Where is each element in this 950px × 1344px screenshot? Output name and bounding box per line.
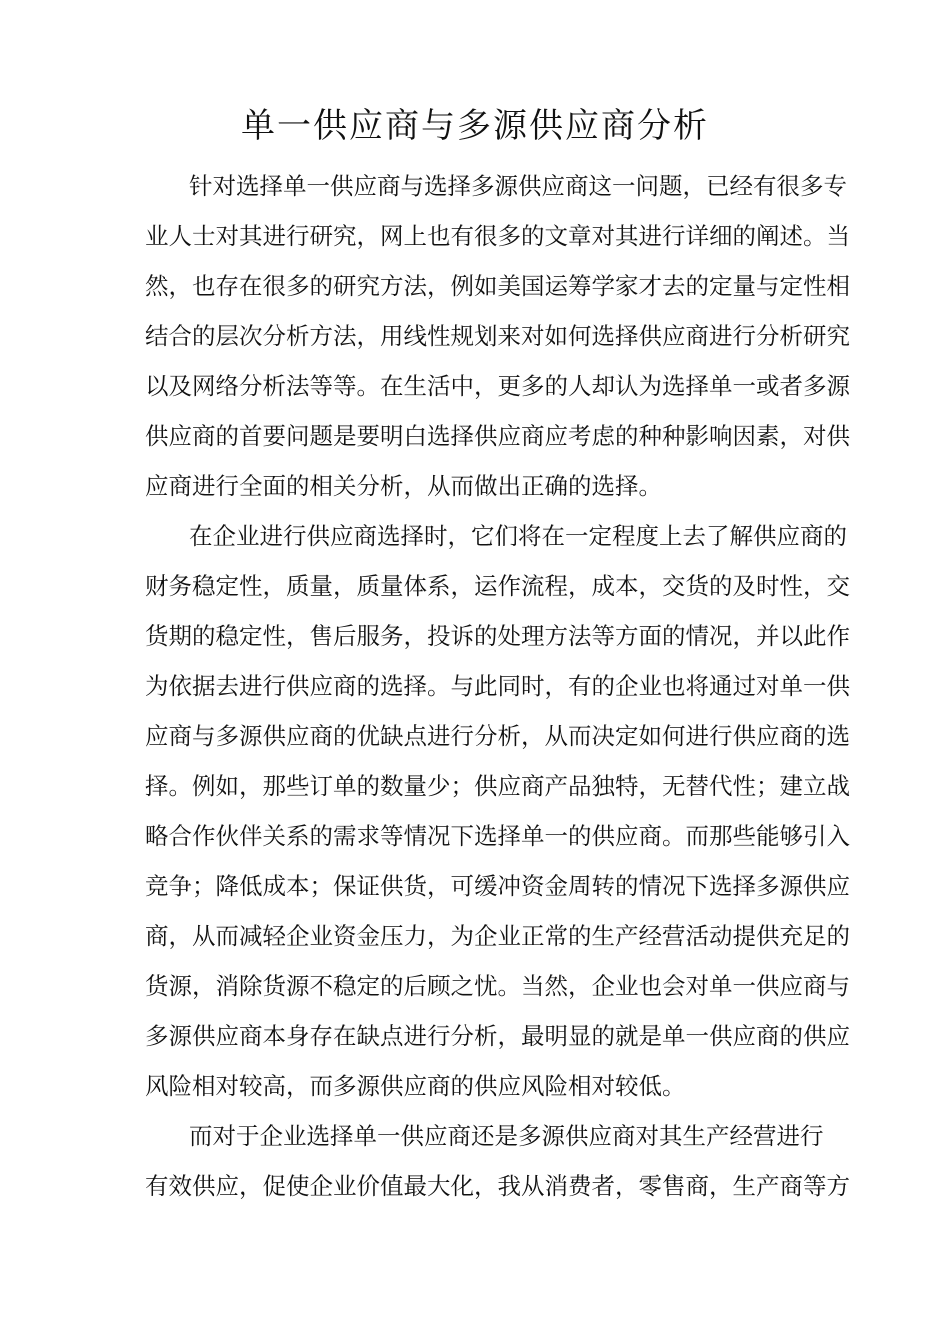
paragraph-2-line-4: 为依据去进行供应商的选择。与此同时，有的企业也将通过对单一供 [145, 672, 850, 700]
paragraph-2-line-5: 应商与多源供应商的优缺点进行分析，从而决定如何进行供应商的选 [145, 722, 850, 750]
paragraph-3-line-1: 而对于企业选择单一供应商还是多源供应商对其生产经营进行 [189, 1122, 824, 1150]
paragraph-2-line-9: 商，从而减轻企业资金压力，为企业正常的生产经营活动提供充足的 [145, 922, 850, 950]
paragraph-2-line-12: 风险相对较高，而多源供应商的供应风险相对较低。 [145, 1072, 686, 1100]
paragraph-1-line-6: 供应商的首要问题是要明白选择供应商应考虑的种种影响因素，对供 [145, 422, 850, 450]
paragraph-1-line-1: 针对选择单一供应商与选择多源供应商这一问题，已经有很多专 [189, 172, 847, 200]
paragraph-2-line-6: 择。例如，那些订单的数量少；供应商产品独特，无替代性；建立战 [145, 772, 850, 800]
document-title: 单一供应商与多源供应商分析 [241, 106, 709, 146]
paragraph-1-line-5: 以及网络分析法等等。在生活中，更多的人却认为选择单一或者多源 [145, 372, 850, 400]
paragraph-1-line-7: 应商进行全面的相关分析，从而做出正确的选择。 [145, 472, 662, 500]
paragraph-3-line-2: 有效供应，促使企业价值最大化，我从消费者，零售商，生产商等方 [145, 1172, 850, 1200]
paragraph-1-line-2: 业人士对其进行研究，网上也有很多的文章对其进行详细的阐述。当 [145, 222, 850, 250]
paragraph-2-line-1: 在企业进行供应商选择时，它们将在一定程度上去了解供应商的 [189, 522, 847, 550]
paragraph-2-line-7: 略合作伙伴关系的需求等情况下选择单一的供应商。而那些能够引入 [145, 822, 850, 850]
paragraph-2-line-2: 财务稳定性，质量，质量体系，运作流程，成本，交货的及时性，交 [145, 572, 850, 600]
paragraph-2-line-11: 多源供应商本身存在缺点进行分析，最明显的就是单一供应商的供应 [145, 1022, 850, 1050]
paragraph-2-line-3: 货期的稳定性，售后服务，投诉的处理方法等方面的情况，并以此作 [145, 622, 850, 650]
paragraph-2-line-10: 货源，消除货源不稳定的后顾之忧。当然，企业也会对单一供应商与 [145, 972, 850, 1000]
paragraph-1-line-3: 然，也存在很多的研究方法，例如美国运筹学家才去的定量与定性相 [145, 272, 850, 300]
paragraph-2-line-8: 竞争；降低成本；保证供货，可缓冲资金周转的情况下选择多源供应 [145, 872, 850, 900]
paragraph-1-line-4: 结合的层次分析方法，用线性规划来对如何选择供应商进行分析研究 [145, 322, 850, 350]
